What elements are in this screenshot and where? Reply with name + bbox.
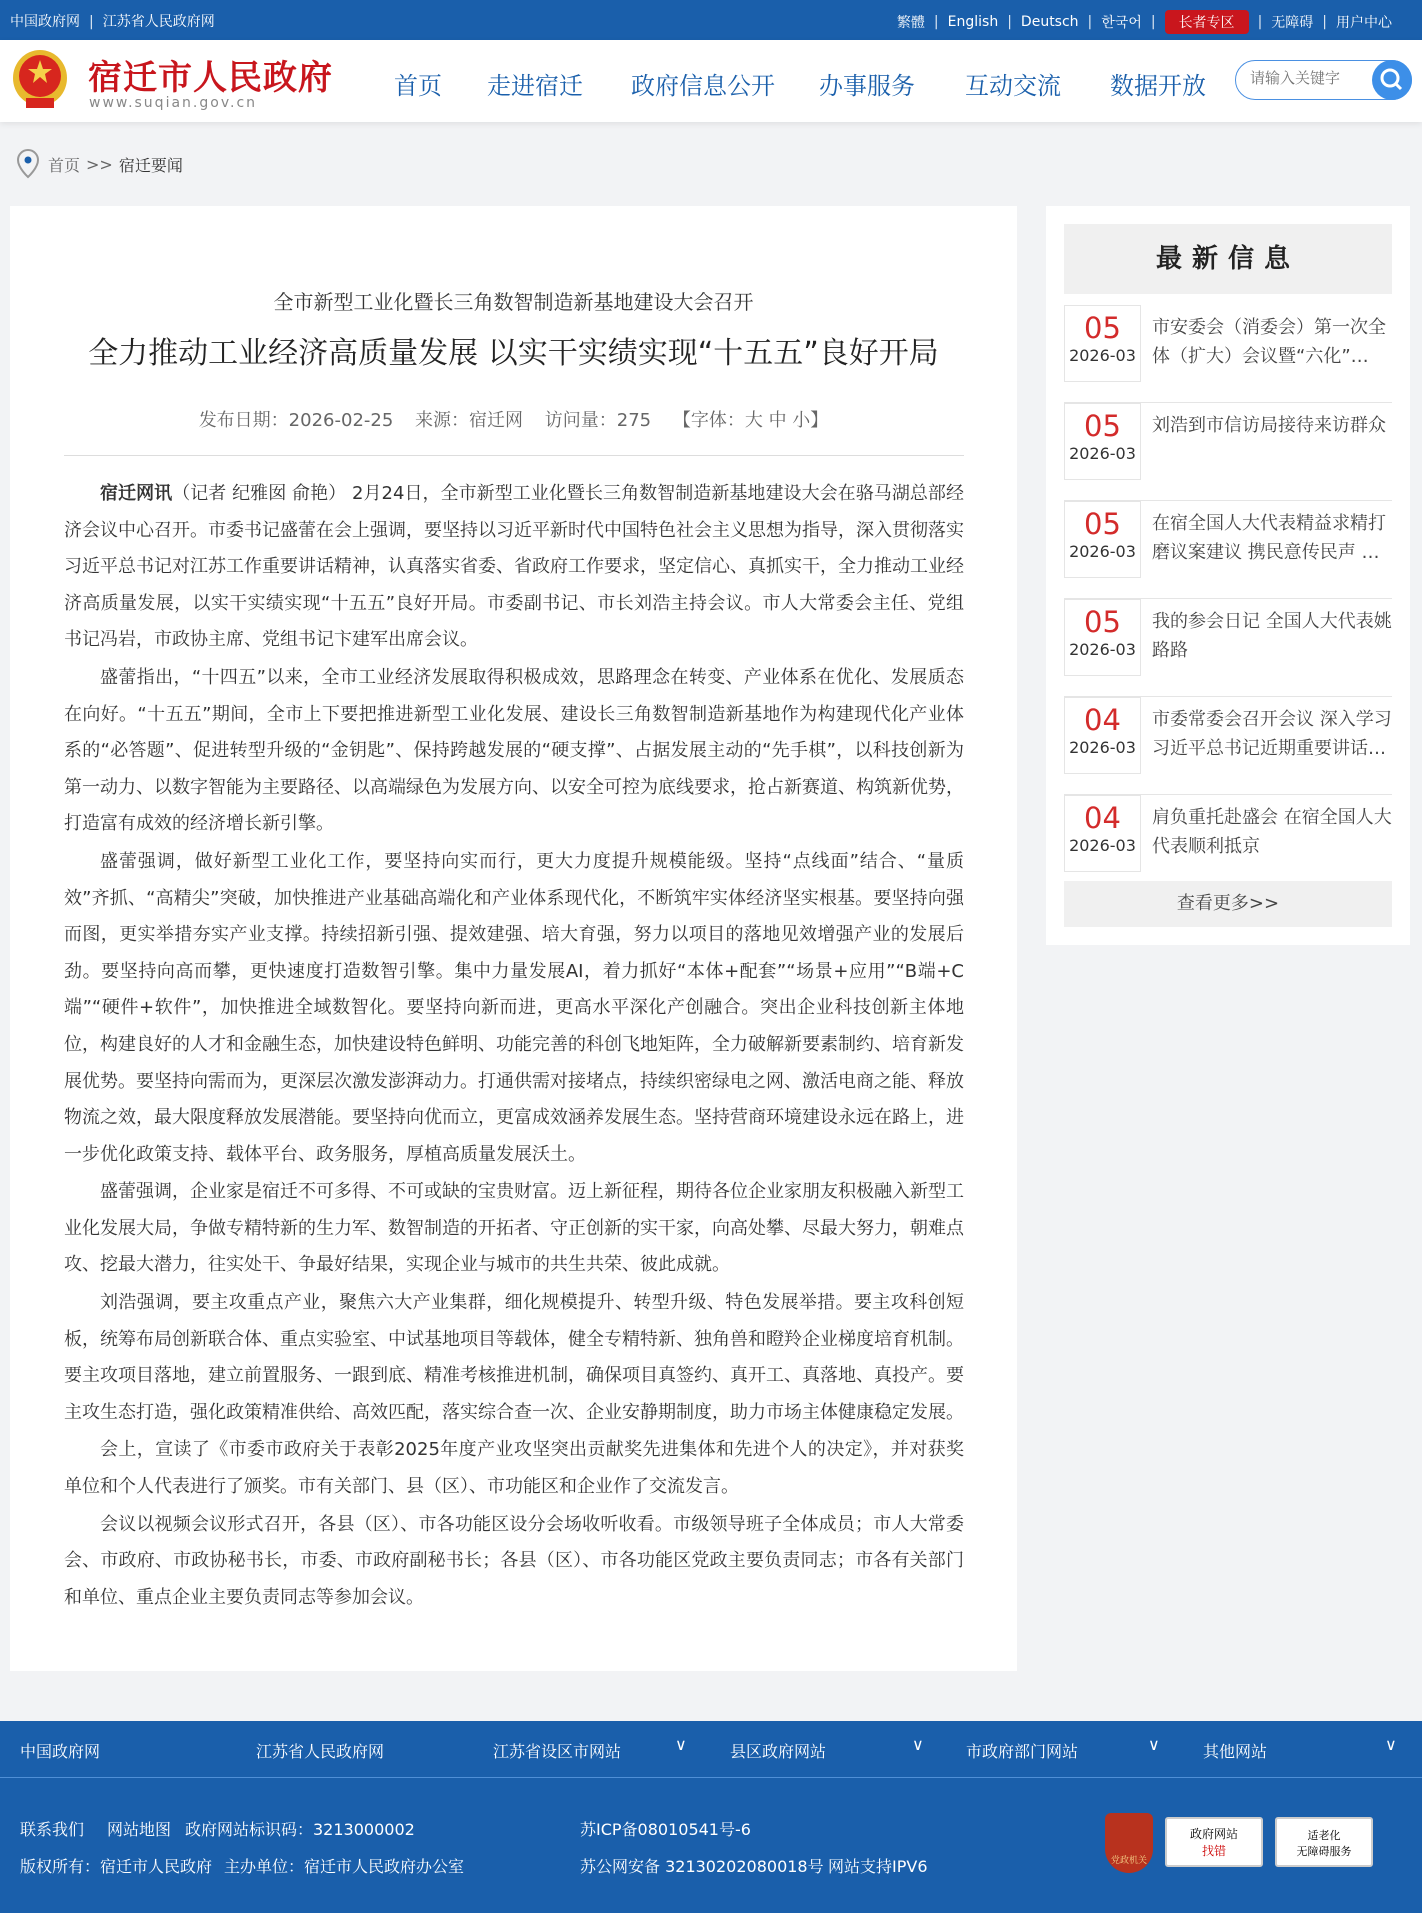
footer-dropdown-others[interactable]: 其他网站 (1203, 1742, 1268, 1761)
divider (64, 455, 964, 456)
paragraph: 会上，宣读了《市委市政府关于表彰2025年度产业攻坚突出贡献奖先进集体和先进个人的决定》，并对获奖单位和个人代表进行了颁奖。市有关部门、县（区）、市功能区和企业作了交流发言。 (64, 1439, 964, 1498)
elder-zone-button[interactable]: 长者专区 (1165, 10, 1249, 34)
contact-link[interactable]: 联系我们 (20, 1820, 85, 1839)
copyright: 版权所有：宿迁市人民政府 (20, 1857, 213, 1876)
sidebar-title: 最新信息 (1064, 224, 1392, 294)
link-traditional[interactable]: 繁體 (896, 15, 925, 31)
chevron-down-icon[interactable]: ∨ (675, 1735, 687, 1754)
view-count: 访问量：275 (544, 410, 652, 431)
site-code: 政府网站标识码：3213000002 (185, 1820, 415, 1839)
nav-info-public[interactable]: 政府信息公开 (631, 72, 775, 100)
paragraph: 会议以视频会议形式召开，各县（区）、市各功能区设分会场收听收看。市级领导班子全体成员；市人大常委会、市政府、市政协秘书长，市委、市政府副秘书长；各县（区）、市各功能区党政主要负责同志；市各有关部门和单位、重点企业主要负责同志等参加会议。 (64, 1513, 964, 1608)
breadcrumb (14, 148, 183, 180)
footer-dropdown-counties[interactable]: 县区政府网站 (730, 1742, 827, 1761)
chevron-down-icon[interactable]: ∨ (912, 1735, 924, 1754)
location-pin-icon (14, 148, 42, 180)
news-year-month: 2026-03 (1069, 346, 1136, 365)
font-size-switcher[interactable]: 【字体：大 中 小】 (672, 410, 829, 431)
breadcrumb-home[interactable]: 首页 (48, 155, 81, 175)
news-day: 05 (1084, 605, 1121, 639)
news-title[interactable]: 肩负重托赴盛会 在宿全国人大代表顺利抵京 (1152, 807, 1392, 857)
article-subtitle: 全市新型工业化暨长三角数智制造新基地建设大会召开 (273, 290, 754, 314)
latest-news-sidebar (1046, 206, 1410, 945)
news-item[interactable] (1064, 697, 1392, 795)
nav-about[interactable]: 走进宿迁 (487, 72, 583, 100)
article-body (64, 476, 964, 1617)
national-emblem-icon (10, 48, 70, 112)
footer-link-jiangsu[interactable]: 江苏省人民政府网 (256, 1742, 385, 1761)
footer-dropdown-departments[interactable]: 市政府部门网站 (966, 1742, 1079, 1761)
news-year-month: 2026-03 (1069, 640, 1136, 659)
news-item[interactable] (1064, 795, 1392, 893)
news-day: 05 (1084, 311, 1121, 345)
link-deutsch[interactable]: Deutsch (1020, 14, 1079, 30)
news-title[interactable]: 我的参会日记 全国人大代表姚路路 (1152, 611, 1392, 661)
footer-dropdown-cities[interactable]: 江苏省设区市网站 (493, 1742, 622, 1761)
chevron-down-icon[interactable]: ∨ (1148, 1735, 1160, 1754)
link-korean[interactable]: 한국어 (1101, 15, 1142, 31)
police-record-link[interactable]: 苏公网安备 32130202080018号 (580, 1857, 824, 1876)
link-jiangsu-gov[interactable]: 江苏省人民政府网 (102, 14, 215, 30)
paragraph: 盛蕾强调，企业家是宿迁不可多得、不可或缺的宝贵财富。迈上新征程，期待各位企业家朋友积极融入新型工业化发展大局，争做专精特新的生力军、数智制造的开拓者、守正创新的实干家，向高处攀、尽最大努力，朝难点攻、挖最大潜力，往实处干、争最好结果，实现企业与城市的共生共荣、彼此成就。 (64, 1181, 964, 1276)
paragraph: 宿迁网讯（记者 纪雅囡 俞艳） 2月24日，全市新型工业化暨长三角数智制造新基地建设大会在骆马湖总部经济会议中心召开。市委书记盛蕾在会上强调，要坚持以习近平新时代中国特色社会主义思想为指导，深入贯彻落实习近平总书记对江苏工作重要讲话精神，认真落实省委、省政府工作要求，坚定信心、真抓实干，全力推动工业经济高质量发展，以实干实绩实现“十五五”良好开局。市委副书记、市长刘浩主持会议。市人大常委会主任、党组书记冯岩，市政协主席、党组书记卞建军出席会议。 (64, 483, 964, 651)
news-day: 04 (1084, 801, 1121, 835)
news-year-month: 2026-03 (1069, 542, 1136, 561)
top-bar: 中国政府网 | 江苏省人民政府网 繁體 | English | Deutsch | 한국어 | 长者专区 | 无障碍 | 用户中心 (0, 0, 1422, 40)
news-title[interactable]: 市安委会（消委会）第一次全体（扩大）会议暨“六化”… (1152, 317, 1386, 367)
news-year-month: 2026-03 (1069, 836, 1136, 855)
publish-date: 发布日期：2026-02-25 (198, 410, 394, 431)
party-gov-badge[interactable]: 党政机关 (1105, 1813, 1153, 1873)
news-item[interactable] (1064, 501, 1392, 599)
paragraph: 盛蕾强调，做好新型工业化工作，要坚持向实而行，更大力度提升规模能级。坚持“点线面”结合、“量质效”齐抓、“高精尖”突破，加快推进产业基础高端化和产业体系现代化，不断筑牢实体经济坚实根基。要坚持向强而图，更实举措夯实产业支撑。持续招新引强、提效建强、培大育强，努力以项目的落地见效增强产业的发展后劲。要坚持向高而攀，更快速度打造数智引擎。集中力量发展AI，着力抓好“本体+配套”“场景+应用”“B端+C端”“硬件+软件”，加快推进全域数智化。要坚持向新而进，更高水平深化产创融合。突出企业科技创新主体地位，构建良好的人才和金融生态，加快建设特色鲜明、功能完善的科创飞地矩阵，全力破解新要素制约、培育新发展优势。要坚持向需而为，更深层次激发澎湃动力。打通供需对接堵点，持续织密绿电之网、激活电商之能、释放物流之效，最大限度释放发展潜能。要坚持向优而立，更富成效涵养发展生态。坚持营商环境建设永远在路上，进一步优化政策支持、载体平台、政务服务，厚植高质量发展沃土。 (64, 850, 964, 1165)
sitemap-link[interactable]: 网站地图 (107, 1820, 172, 1839)
news-item[interactable] (1064, 305, 1392, 403)
article-meta (10, 406, 1017, 432)
nav-services[interactable]: 办事服务 (819, 72, 915, 100)
ipv6-label: 网站支持IPV6 (828, 1857, 928, 1876)
news-title[interactable]: 市委常委会召开会议 深入学习习近平总书记近期重要讲话… (1152, 709, 1392, 759)
host-unit: 主办单位：宿迁市人民政府办公室 (224, 1857, 465, 1876)
article-title: 全力推动工业经济高质量发展 以实干实绩实现“十五五”良好开局 (88, 336, 939, 371)
article-lead: 宿迁网讯 (100, 483, 173, 504)
news-title[interactable]: 刘浩到市信访局接待来访群众 (1152, 415, 1386, 436)
search-input[interactable] (1250, 70, 1360, 87)
date-box (1064, 305, 1141, 382)
link-accessibility[interactable]: 无障碍 (1271, 15, 1314, 31)
breadcrumb-current[interactable]: 宿迁要闻 (118, 155, 183, 175)
news-day: 05 (1084, 507, 1121, 541)
date-box (1064, 501, 1141, 578)
news-year-month: 2026-03 (1069, 444, 1136, 463)
site-url: www.suqian.gov.cn (89, 95, 258, 111)
elder-accessibility-badge[interactable]: 适老化 无障碍服务 (1275, 1817, 1373, 1867)
nav-home[interactable]: 首页 (394, 72, 442, 100)
article-source: 来源：宿迁网 (415, 410, 524, 431)
footer-link-gov-cn[interactable]: 中国政府网 (20, 1742, 101, 1761)
header (0, 40, 1422, 122)
news-title[interactable]: 在宿全国人大代表精益求精打磨议案建议 携民意传民声 … (1152, 513, 1386, 563)
date-box (1064, 795, 1141, 872)
news-year-month: 2026-03 (1069, 738, 1136, 757)
nav-open-data[interactable]: 数据开放 (1110, 72, 1206, 100)
nav-interaction[interactable]: 互动交流 (965, 72, 1061, 100)
link-gov-cn[interactable]: 中国政府网 (10, 14, 80, 30)
chevron-down-icon[interactable]: ∨ (1385, 1735, 1397, 1754)
paragraph: 盛蕾指出，“十四五”以来，全市工业经济发展取得积极成效，思路理念在转变、产业体系在优化、发展质态在向好。“十五五”期间，全市上下要把推进新型工业化发展、建设长三角数智制造新基地作为构建现代化产业体系的“必答题”、促进转型升级的“金钥匙”、保持跨越发展的“硬支撑”、占据发展主动的“先手棋”，以科技创新为第一动力、以数字智能为主要路径、以高端绿色为发展方向、以安全可控为底线要求，抢占新赛道、构筑新优势，打造富有成效的经济增长新引擎。 (64, 666, 964, 835)
search-icon (1372, 60, 1412, 100)
date-box (1064, 599, 1141, 676)
icp-link[interactable]: 苏ICP备08010541号-6 (580, 1820, 751, 1839)
report-error-badge[interactable]: 政府网站 找错 (1165, 1817, 1263, 1867)
link-user-center[interactable]: 用户中心 (1336, 15, 1392, 31)
date-box (1064, 697, 1141, 774)
news-item[interactable] (1064, 403, 1392, 501)
breadcrumb-separator: >> (86, 154, 113, 174)
search-box (1235, 60, 1412, 100)
link-english[interactable]: English (947, 14, 999, 30)
paragraph: 刘浩强调，要主攻重点产业，聚焦六大产业集群，细化规模提升、转型升级、特色发展举措。要主攻科创短板，统筹布局创新联合体、重点实验室、中试基地项目等载体，健全专精特新、独角兽和瞪羚企业梯度培育机制。要主攻项目落地，建立前置服务、一跟到底、精准考核推进机制，确保项目真签约、真开工、真落地、真投产。要主攻生态打造，强化政策精准供给、高效匹配，落实综合查一次、企业安静期制度，助力市场主体健康稳定发展。 (64, 1292, 964, 1423)
news-item[interactable] (1064, 599, 1392, 697)
site-title[interactable]: 宿迁市人民政府 (88, 58, 333, 98)
date-box (1064, 403, 1141, 480)
news-day: 05 (1084, 409, 1121, 443)
view-more-button[interactable]: 查看更多>> (1064, 881, 1392, 927)
news-day: 04 (1084, 703, 1121, 737)
footer-links (0, 1721, 1422, 1778)
search-button[interactable] (1372, 60, 1412, 100)
